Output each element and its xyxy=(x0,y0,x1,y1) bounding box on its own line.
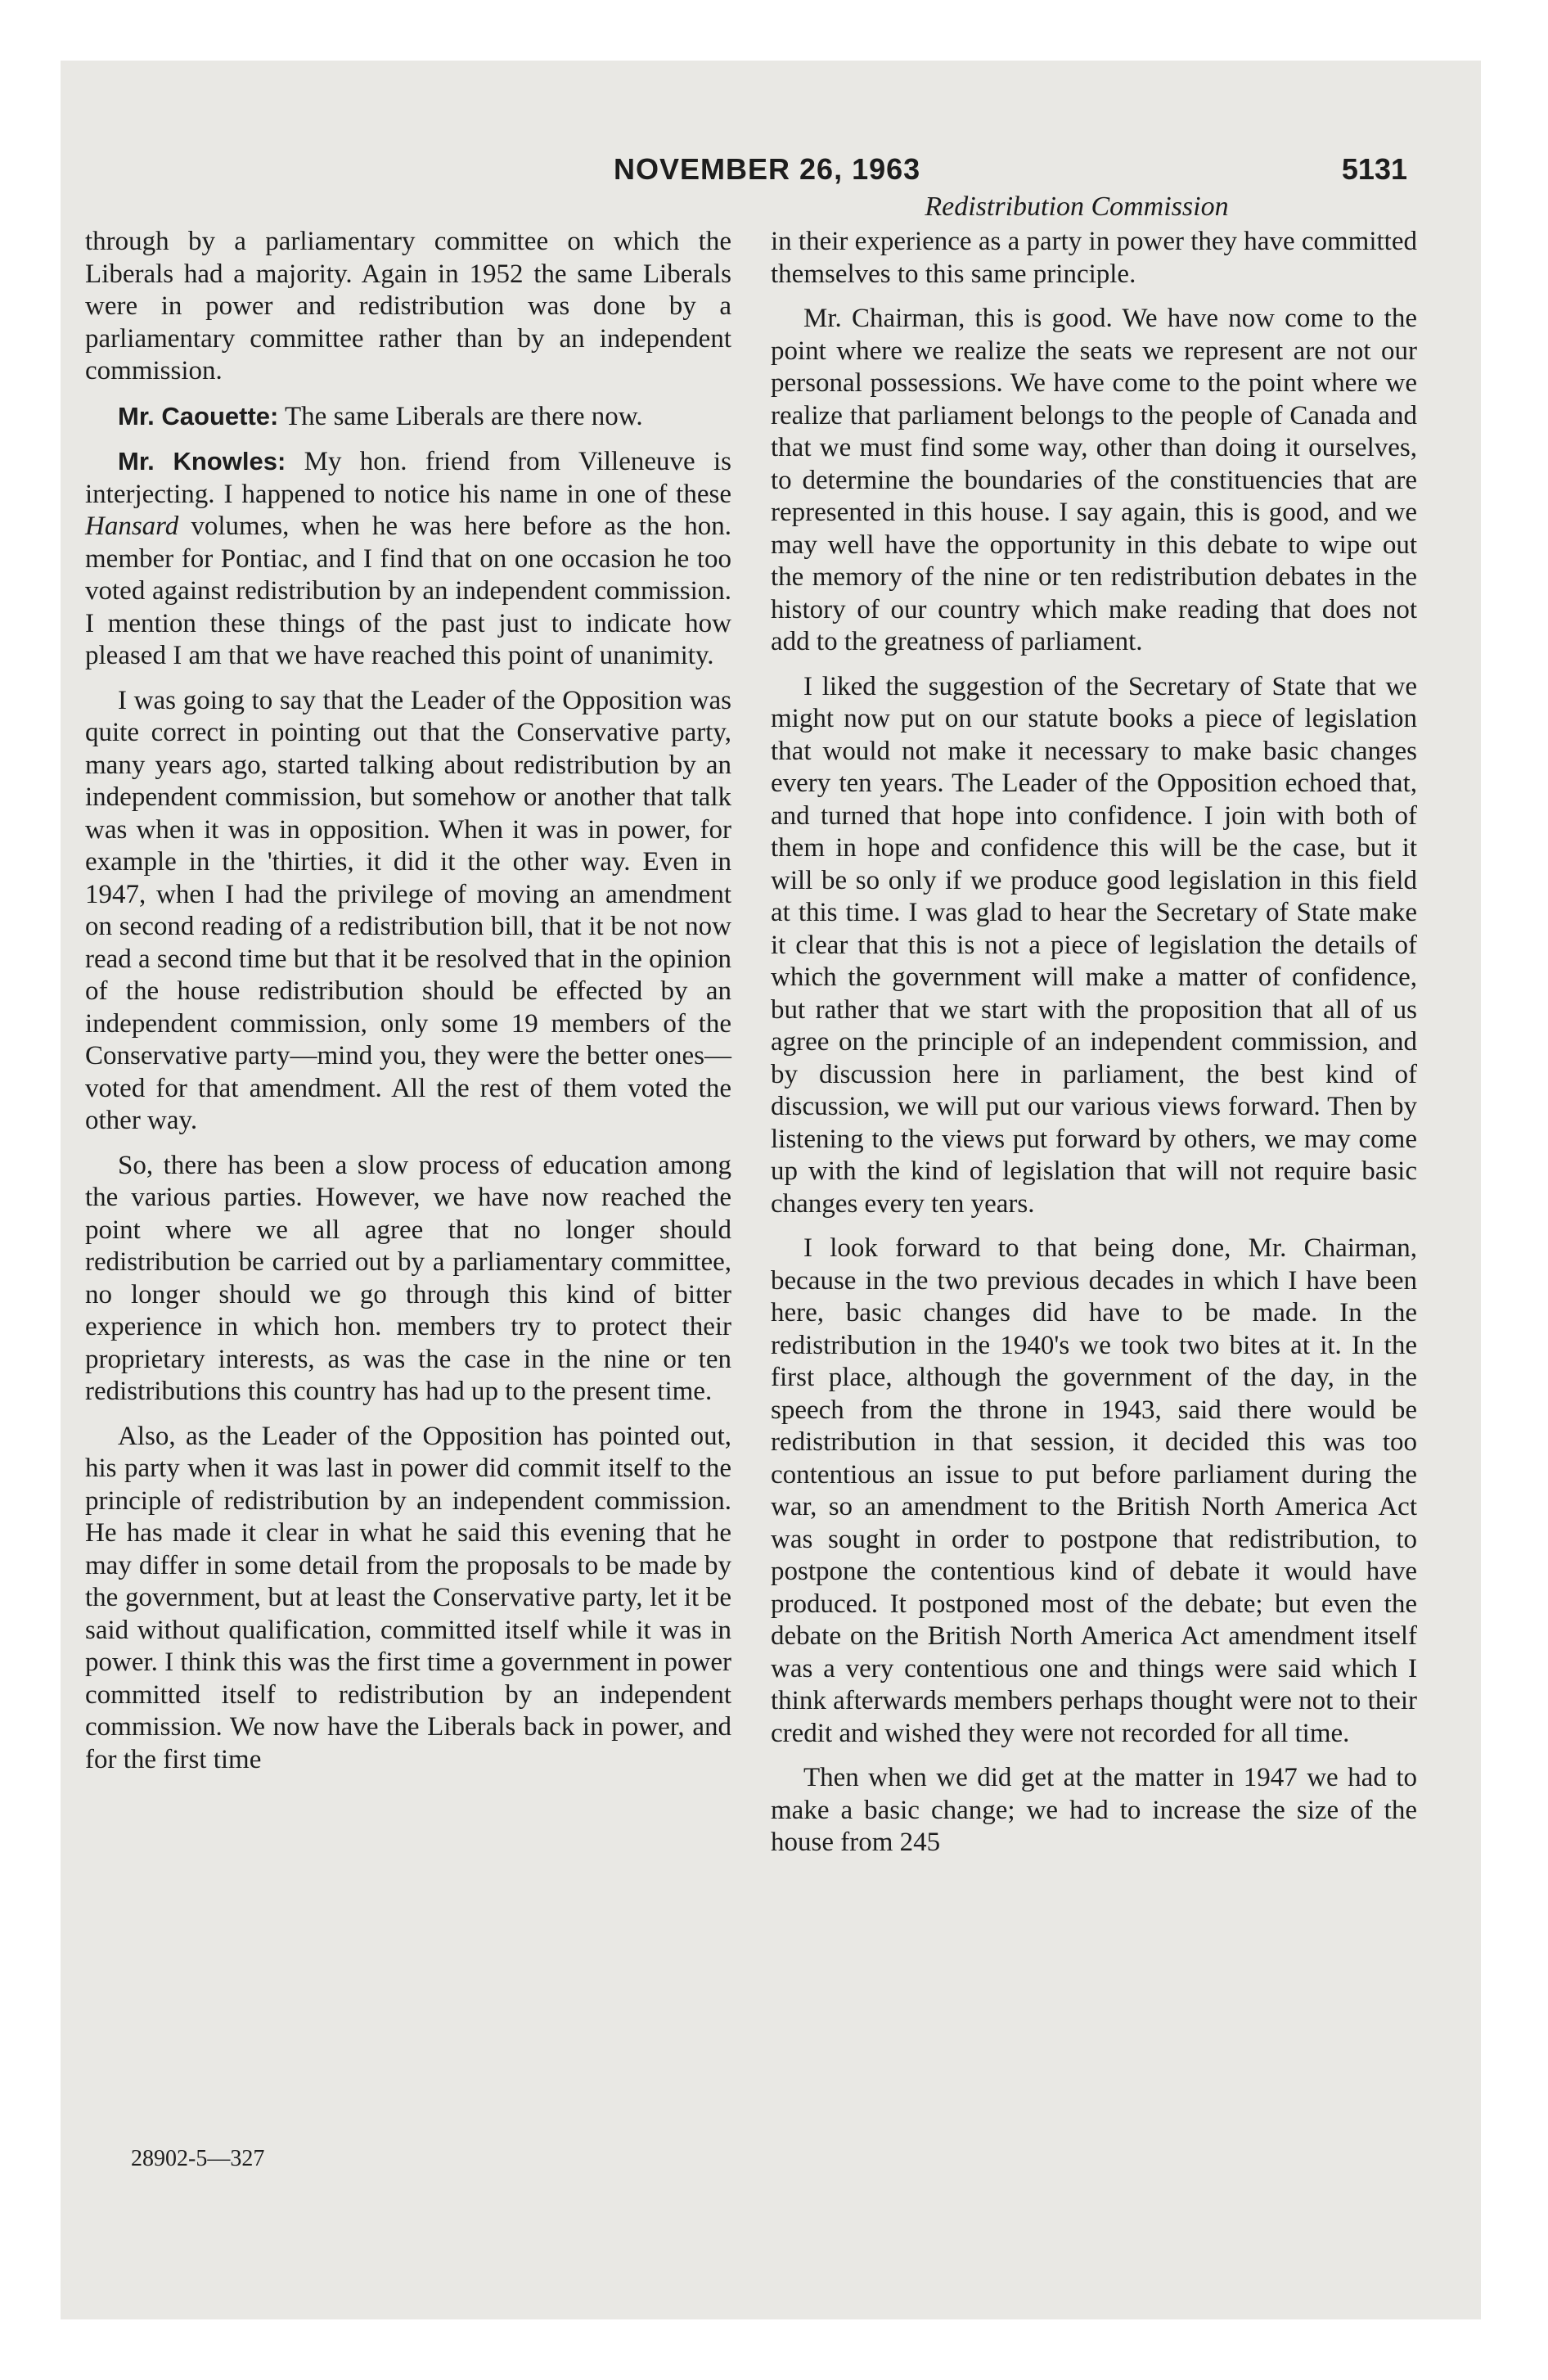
running-head: Redistribution Commission xyxy=(925,192,1229,222)
paragraph xyxy=(85,445,731,673)
paragraph: in their experience as a party in power they have committed themselves to this same principle. xyxy=(771,227,1417,289)
paragraph-text: The same Liberals are there now. xyxy=(285,401,643,431)
page-number: 5131 xyxy=(1341,152,1407,186)
right-column xyxy=(771,226,1417,1872)
speaker-name: Mr. Caouette: xyxy=(118,401,279,430)
paragraph xyxy=(85,400,731,434)
paragraph: Mr. Chairman, this is good. We have now come to the point where we realize the seats we represent are not our personal possessions. We have come to the point where we realize that parliament belongs to the people of Canada and that we must find some way, other than doing it ourselves, to determine the boundaries of the constituencies that are represented in this house. I say again, this is good, and we may well have the opportunity in this debate to wipe out the memory of the nine or ten redistribution debates in the history of our country which make reading that does not add to the greatness of parliament. xyxy=(771,304,1417,656)
left-column xyxy=(85,226,731,1788)
paragraph: Also, as the Leader of the Opposition has pointed out, his party when it was last in power did commit itself to the principle of redistribution by an independent commission. He has made it clear in what he said this evening that he may differ in some detail from the proposals to be made by the government, but at least the Conservative party, let it be said without qualification, committed itself while it was in power. I think this was the first time a government in power committed itself to redistribution by an independent commission. We now have the Liberals back in power, and for the first time xyxy=(85,1421,732,1774)
paragraph: through by a parliamentary committee on which the Liberals had a majority. Again in 1952 the same Liberals were in power and redistribution was done by a parliamentary committee rather than by an independent commission. xyxy=(85,227,731,385)
italic-title: Hansard xyxy=(85,512,179,541)
header-date: NOVEMBER 26, 1963 xyxy=(614,152,921,186)
paragraph: Then when we did get at the matter in 1947 we had to make a basic change; we had to increase the size of the house from 245 xyxy=(771,1763,1417,1857)
paragraph-text: volumes, when he was here before as the hon. member for Pontiac, and I find that on one occasion he too voted against redistribution by an independent commission. I mention these things of the past just to indicate how pleased I am that we have reached this point of unanimity. xyxy=(85,512,732,670)
paragraph: So, there has been a slow process of education among the various parties. However, we have now reached the point where we all agree that no longer should redistribution be carried out by a parliamentary committee, no longer should we go through this kind of bitter experience in which hon. members try to protect their proprietary interests, as was the case in the nine or ten redistributions this country has had up to the present time. xyxy=(85,1150,731,1406)
speaker-name: Mr. Knowles: xyxy=(118,447,286,476)
paragraph: I liked the suggestion of the Secretary of State that we might now put on our statute books a piece of legislation that would not make it necessary to make basic changes every ten years. The Leader of the Opposition echoed that, and turned that hope into confidence. I join with both of them in hope and confidence this will be the case, but it will be so only if we produce good legislation in this field at this time. I was glad to hear the Secretary of State make it clear that this is not a piece of legislation the details of which the government will make a matter of confidence, but rather that we start with the proposition that all of us agree on the principle of an independent commission, and by discussion here in parliament, the best kind of discussion, we will put our various views forward. Then by listening to the views put forward by others, we may come up with the kind of legislation that will not require basic changes every ten years. xyxy=(771,671,1417,1219)
paragraph-text: My hon. friend from Villeneuve is interjecting. I happened to notice his name in one of these xyxy=(85,447,731,509)
page xyxy=(61,61,1481,2319)
paragraph: I look forward to that being done, Mr. Chairman, because in the two previous decades in which I have been here, basic changes did have to be made. In the redistribution in the 1940's we took two bites at it. In the first place, although the government of the day, in the speech from the throne in 1943, said there would be redistribution in that session, it decided this was too contentious an issue to put before parliament during the war, so an amendment to the British North America Act was sought in order to postpone that redistribution, to postpone the contentious kind of debate it would have produced. It postponed most of the debate; but even the debate on the British North America Act amendment itself was a very contentious one and things were said which I think afterwards members perhaps thought were not to their credit and wished they were not recorded for all time. xyxy=(771,1233,1417,1748)
paragraph: I was going to say that the Leader of the Opposition was quite correct in pointing out that the Conservative party, many years ago, started talking about redistribution by an independent commission, but somehow or another that talk was when it was in opposition. When it was in power, for example in the 'thirties, it did it the other way. Even in 1947, when I had the privilege of moving an amendment on second reading of a redistribution bill, that it be not now read a second time but that it be resolved that in the opinion of the house redistribution should be effected by an independent commission, only some 19 members of the Conservative party—mind you, they were the better ones—voted for that amendment. All the rest of them voted the other way. xyxy=(85,685,731,1135)
footer-code: 28902-5—327 xyxy=(131,2146,265,2171)
